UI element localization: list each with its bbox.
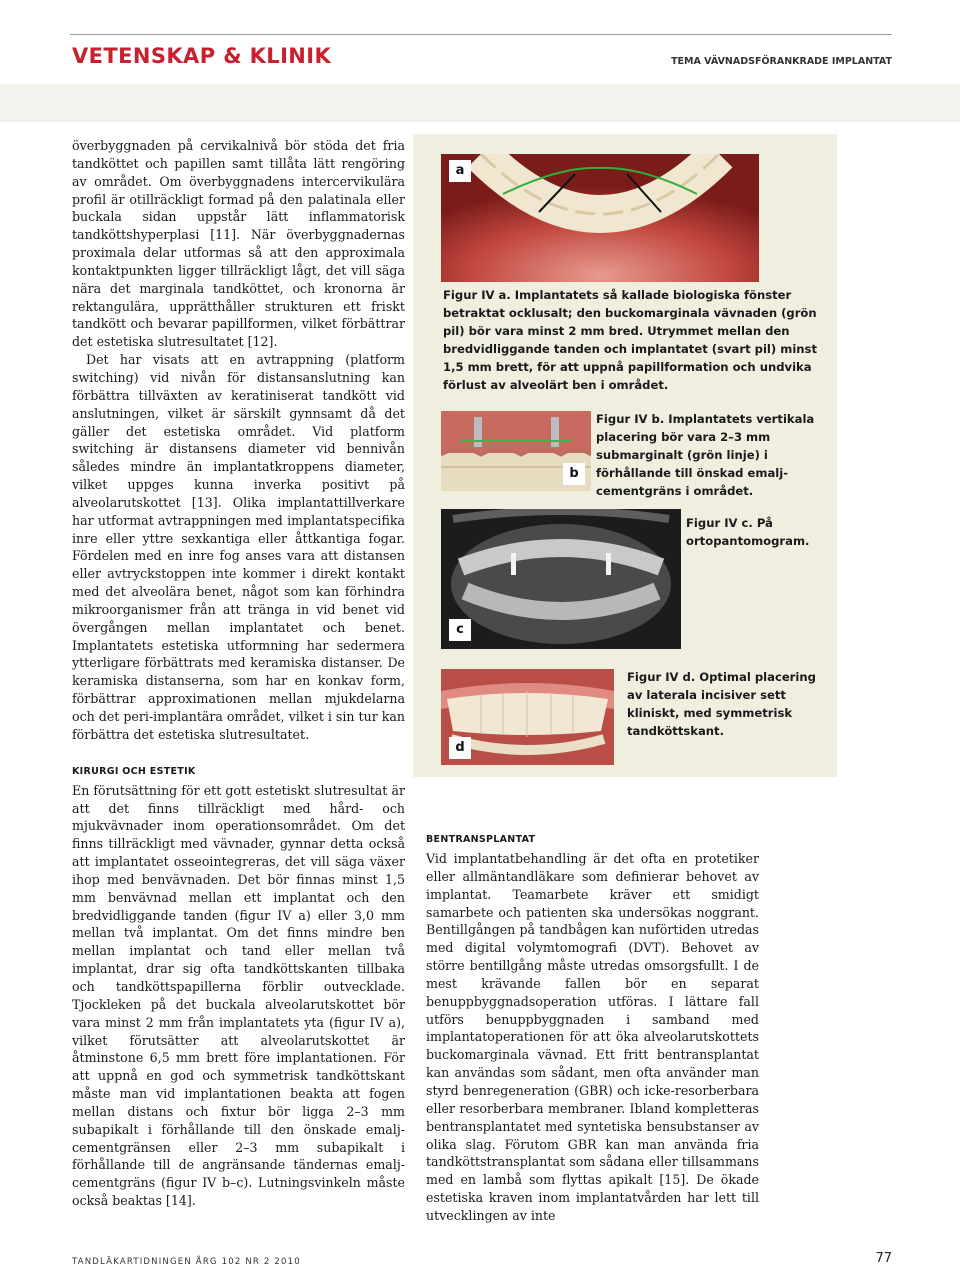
figure-d-photo: [441, 669, 614, 765]
panoramic-xray-illustration: [441, 509, 681, 649]
figure-b-label: b: [563, 463, 585, 485]
figure-a-label: a: [449, 160, 471, 182]
subheading-kirurgi: KIRURGI OCH ESTETIK: [72, 765, 196, 777]
header-band: [0, 84, 960, 122]
figure-d-caption: Figur IV d. Optimal placering av laterala incisiver sett kliniskt, med symmetrisk tandköttskant.: [627, 670, 816, 738]
left-column: [72, 137, 405, 1210]
right-column: [426, 834, 759, 1225]
body-paragraph: Det har visats att en avtrappning (platform switching) vid nivån för distansanslutning kan förbättra tillväxten av keratiniserat tandkött vid anslutningen, vilket är särskilt gynnsamt då det gäller det estetiska området. Vid platform switching är distansens diameter vid bennivån således mindre än implantatkroppens diameter, vilket uppges kunna inverka positivt på alveolarutskottet [13]. Olika implantattillverkare har utformat avtrappningen med implantatspecifika inre eller yttre sexkantiga eller åttkantiga fogar. Fördelen med en inre fog anses vara att distansen eller avtryckstoppen inte kommer i direkt kontakt med det alveolära benet, något som kan förhindra mikroorganismer från att tränga in vid benet vid övergången mellan implantatet och benet. Implantatets estetiska utformning har sedermera ytterligare förbättrats med keramiska distanser. De keramiska distanserna, som har en konkav form, förbättrar approximationen mellan mjukdelarna och det peri-implantära området, vilket i sin tur kan förbättra det estetiska slutresultatet.: [72, 352, 405, 742]
body-paragraph: En förutsättning för ett gott estetiskt slutresultat är att det finns tillräckligt med hård- och mjukvävnader inom operationsområdet. Om det finns tillräckligt med vävnader, gynnar detta också att implantatet osseointegreras, det vill säga växer ihop med benvävnaden. Det bör finnas minst 1,5 mm benvävnad mellan ett implantat och den bredvidliggande tanden (figur IV a) eller 3,0 mm mellan två implantat. Om det finns mindre ben mellan implantat och tand eller mellan två implantat, drar sig ofta tandköttskanten tillbaka och tandköttspapillerna förblir outvecklade. Tjockleken på det buckala alveolarutskottet bör vara minst 2 mm från implantatets yta (figur IV a), vilket förutsätter att alveolarutskottet är åtminstone 6,5 mm brett före implantationen. För att uppnå en god och symmetrisk tandköttskant måste man vid implantationen beakta att fogen mellan distans och fixtur bör ligga 2–3 mm subapikalt i förhållande till den önskade emalj-cementgränsen eller 2–3 mm subapikalt i förhållande till de angränsande tändernas emalj-cementgräns (figur IV b–c). Lutningsvinkeln måste också beaktas [14].: [72, 782, 405, 1209]
figure-panel: [413, 134, 837, 777]
figure-c-photo: [441, 509, 681, 649]
figure-b-photo: [441, 411, 591, 491]
figure-c-caption: Figur IV c. På ortopantomogram.: [686, 516, 810, 548]
footer-journal: TANDLÄKARTIDNINGEN ÅRG 102 NR 2 2010: [72, 1257, 301, 1267]
figure-a-photo: [441, 154, 759, 282]
figure-b-caption: Figur IV b. Implantatets vertikala placering bör vara 2–3 mm submarginalt (grön linje) i förhållande till önskad emalj-cementgräns i området.: [596, 412, 815, 498]
header-rule: [70, 34, 892, 35]
body-paragraph: överbyggnaden på cervikalnivå bör stöda det fria tandköttet och papillen samt tillåta lätt rengöring av området. Om överbyggnadens intercervikulära profil är otillräckligt formad på den palatinala eller buckala sidan uppstår lätt inflammatorisk tandköttshyperplasi [11]. När överbyggnadernas proximala delar utformas så att den approximala kontaktpunkten ligger tillräckligt lågt, det vill säga nära det marginala tandköttet, och kronorna är rektangulära, upprätthåller strukturen ett friskt tandkött och bevarar papillformen, vilket förbättrar det estetiska slutresultatet [12].: [72, 138, 405, 350]
figure-a-caption: Figur IV a. Implantatets så kallade biologiska fönster betraktat ocklusalt; den buckomarginala vävnaden (grön pil) bör vara minst 2 mm bred. Utrymmet mellan den bredvidliggande tanden och implantatet (svart pil) minst 1,5 mm brett, för att uppnå papillformation och undvika förlust av alveolärt ben i området.: [443, 288, 817, 392]
figure-d-label: d: [449, 737, 471, 759]
theme-title: TEMA VÄVNADSFÖRANKRADE IMPLANTAT: [671, 56, 892, 67]
body-paragraph: Vid implantatbehandling är det ofta en protetiker eller allmäntandläkare som definierar behovet av implantat. Teamarbete kräver ett smidigt samarbete och patienten ska undersökas noggrant. Bentillgången på tandbågen kan nuförtiden utredas med digital volymtomografi (DVT). Behovet av större bentillgång måste utredas omsorgsfullt. I de mest krävande fallen bör en separat benuppbyggnadsoperation utföras. I lättare fall utförs benuppbyggnaden i samband med implantatoperationen för att öka alveolarutskottets buckomarginala vävnad. Ett fritt bentransplantat kan användas som sådant, men ofta använder man styrd benregeneration (GBR) och icke-resorberbara eller resorberbara membraner. Ibland kompletteras bentransplantatet med syntetiska bensubstanser av olika slag. Förutom GBR kan man använda fria tandköttstransplantat som sådana eller tillsammans med en lambå som flyttas apikalt [15]. De ökade estetiska kraven inom implantatvården har lett till utvecklingen av inte: [426, 851, 759, 1223]
figure-c-label: c: [449, 619, 471, 641]
page-number: 77: [875, 1251, 892, 1266]
occlusal-view-illustration: [441, 154, 759, 282]
section-title: VETENSKAP & KLINIK: [72, 44, 332, 68]
subheading-bentransplantat: BENTRANSPLANTAT: [426, 834, 536, 845]
